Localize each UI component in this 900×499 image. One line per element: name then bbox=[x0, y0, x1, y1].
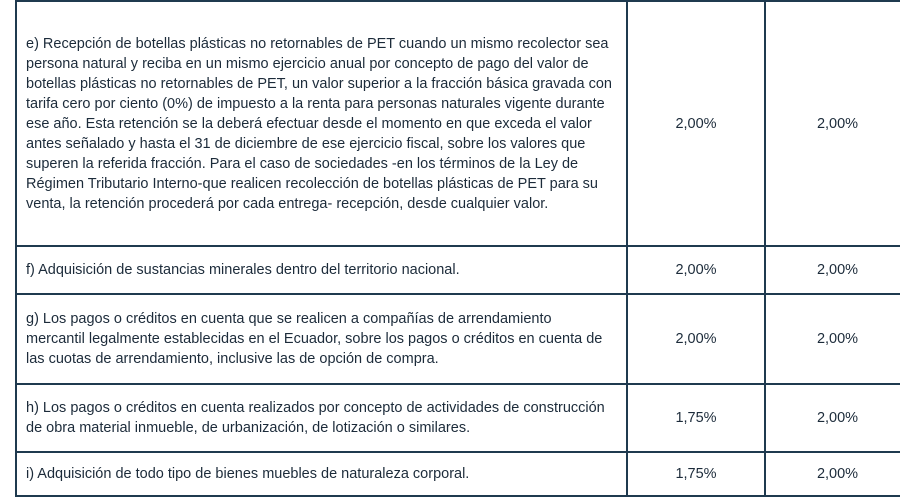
rate-cell: 1,75% bbox=[627, 384, 765, 452]
rate-cell: 2,00% bbox=[765, 246, 900, 294]
row-description: i) Adquisición de todo tipo de bienes muebles de naturaleza corporal. bbox=[16, 452, 627, 496]
row-description: e) Recepción de botellas plásticas no retornables de PET cuando un mismo recolector sea persona natural y reciba en un mismo ejercicio anual por concepto de pago del valor de botellas plásticas no retornables de PET, un valor superior a la fracción básica gravada con tarifa cero por ciento (0%) de impuesto a la renta para personas naturales vigente durante ese año. Esta retención se la deberá efectuar desde el momento en que exceda el valor antes señalado y hasta el 31 de diciembre de ese ejercicio fiscal, sobre los valores que superen la referida fracción. Para el caso de sociedades -en los términos de la Ley de Régimen Tributario Interno-que realicen recolección de botellas plásticas de PET para su venta, la retención procederá por cada entrega- recepción, desde cualquier valor. bbox=[16, 1, 627, 246]
rate-cell: 2,00% bbox=[627, 246, 765, 294]
rate-cell: 2,00% bbox=[765, 1, 900, 246]
rate-cell: 2,00% bbox=[765, 384, 900, 452]
table-row bbox=[16, 452, 900, 496]
row-description: g) Los pagos o créditos en cuenta que se realicen a compañías de arrendamiento mercantil legalmente establecidas en el Ecuador, sobre los pagos o créditos en cuenta de las cuotas de arrendamiento, inclusive las de opción de compra. bbox=[16, 294, 627, 384]
rate-cell: 2,00% bbox=[765, 294, 900, 384]
table-row bbox=[16, 246, 900, 294]
table-row bbox=[16, 294, 900, 384]
row-description: h) Los pagos o créditos en cuenta realizados por concepto de actividades de construcción de obra material inmueble, de urbanización, de lotización o similares. bbox=[16, 384, 627, 452]
row-description: f) Adquisición de sustancias minerales dentro del territorio nacional. bbox=[16, 246, 627, 294]
rate-cell: 1,75% bbox=[627, 452, 765, 496]
table-row bbox=[16, 384, 900, 452]
table-row bbox=[16, 1, 900, 246]
retention-rates-table bbox=[15, 0, 900, 497]
rate-cell: 2,00% bbox=[765, 452, 900, 496]
rate-cell: 2,00% bbox=[627, 294, 765, 384]
rate-cell: 2,00% bbox=[627, 1, 765, 246]
